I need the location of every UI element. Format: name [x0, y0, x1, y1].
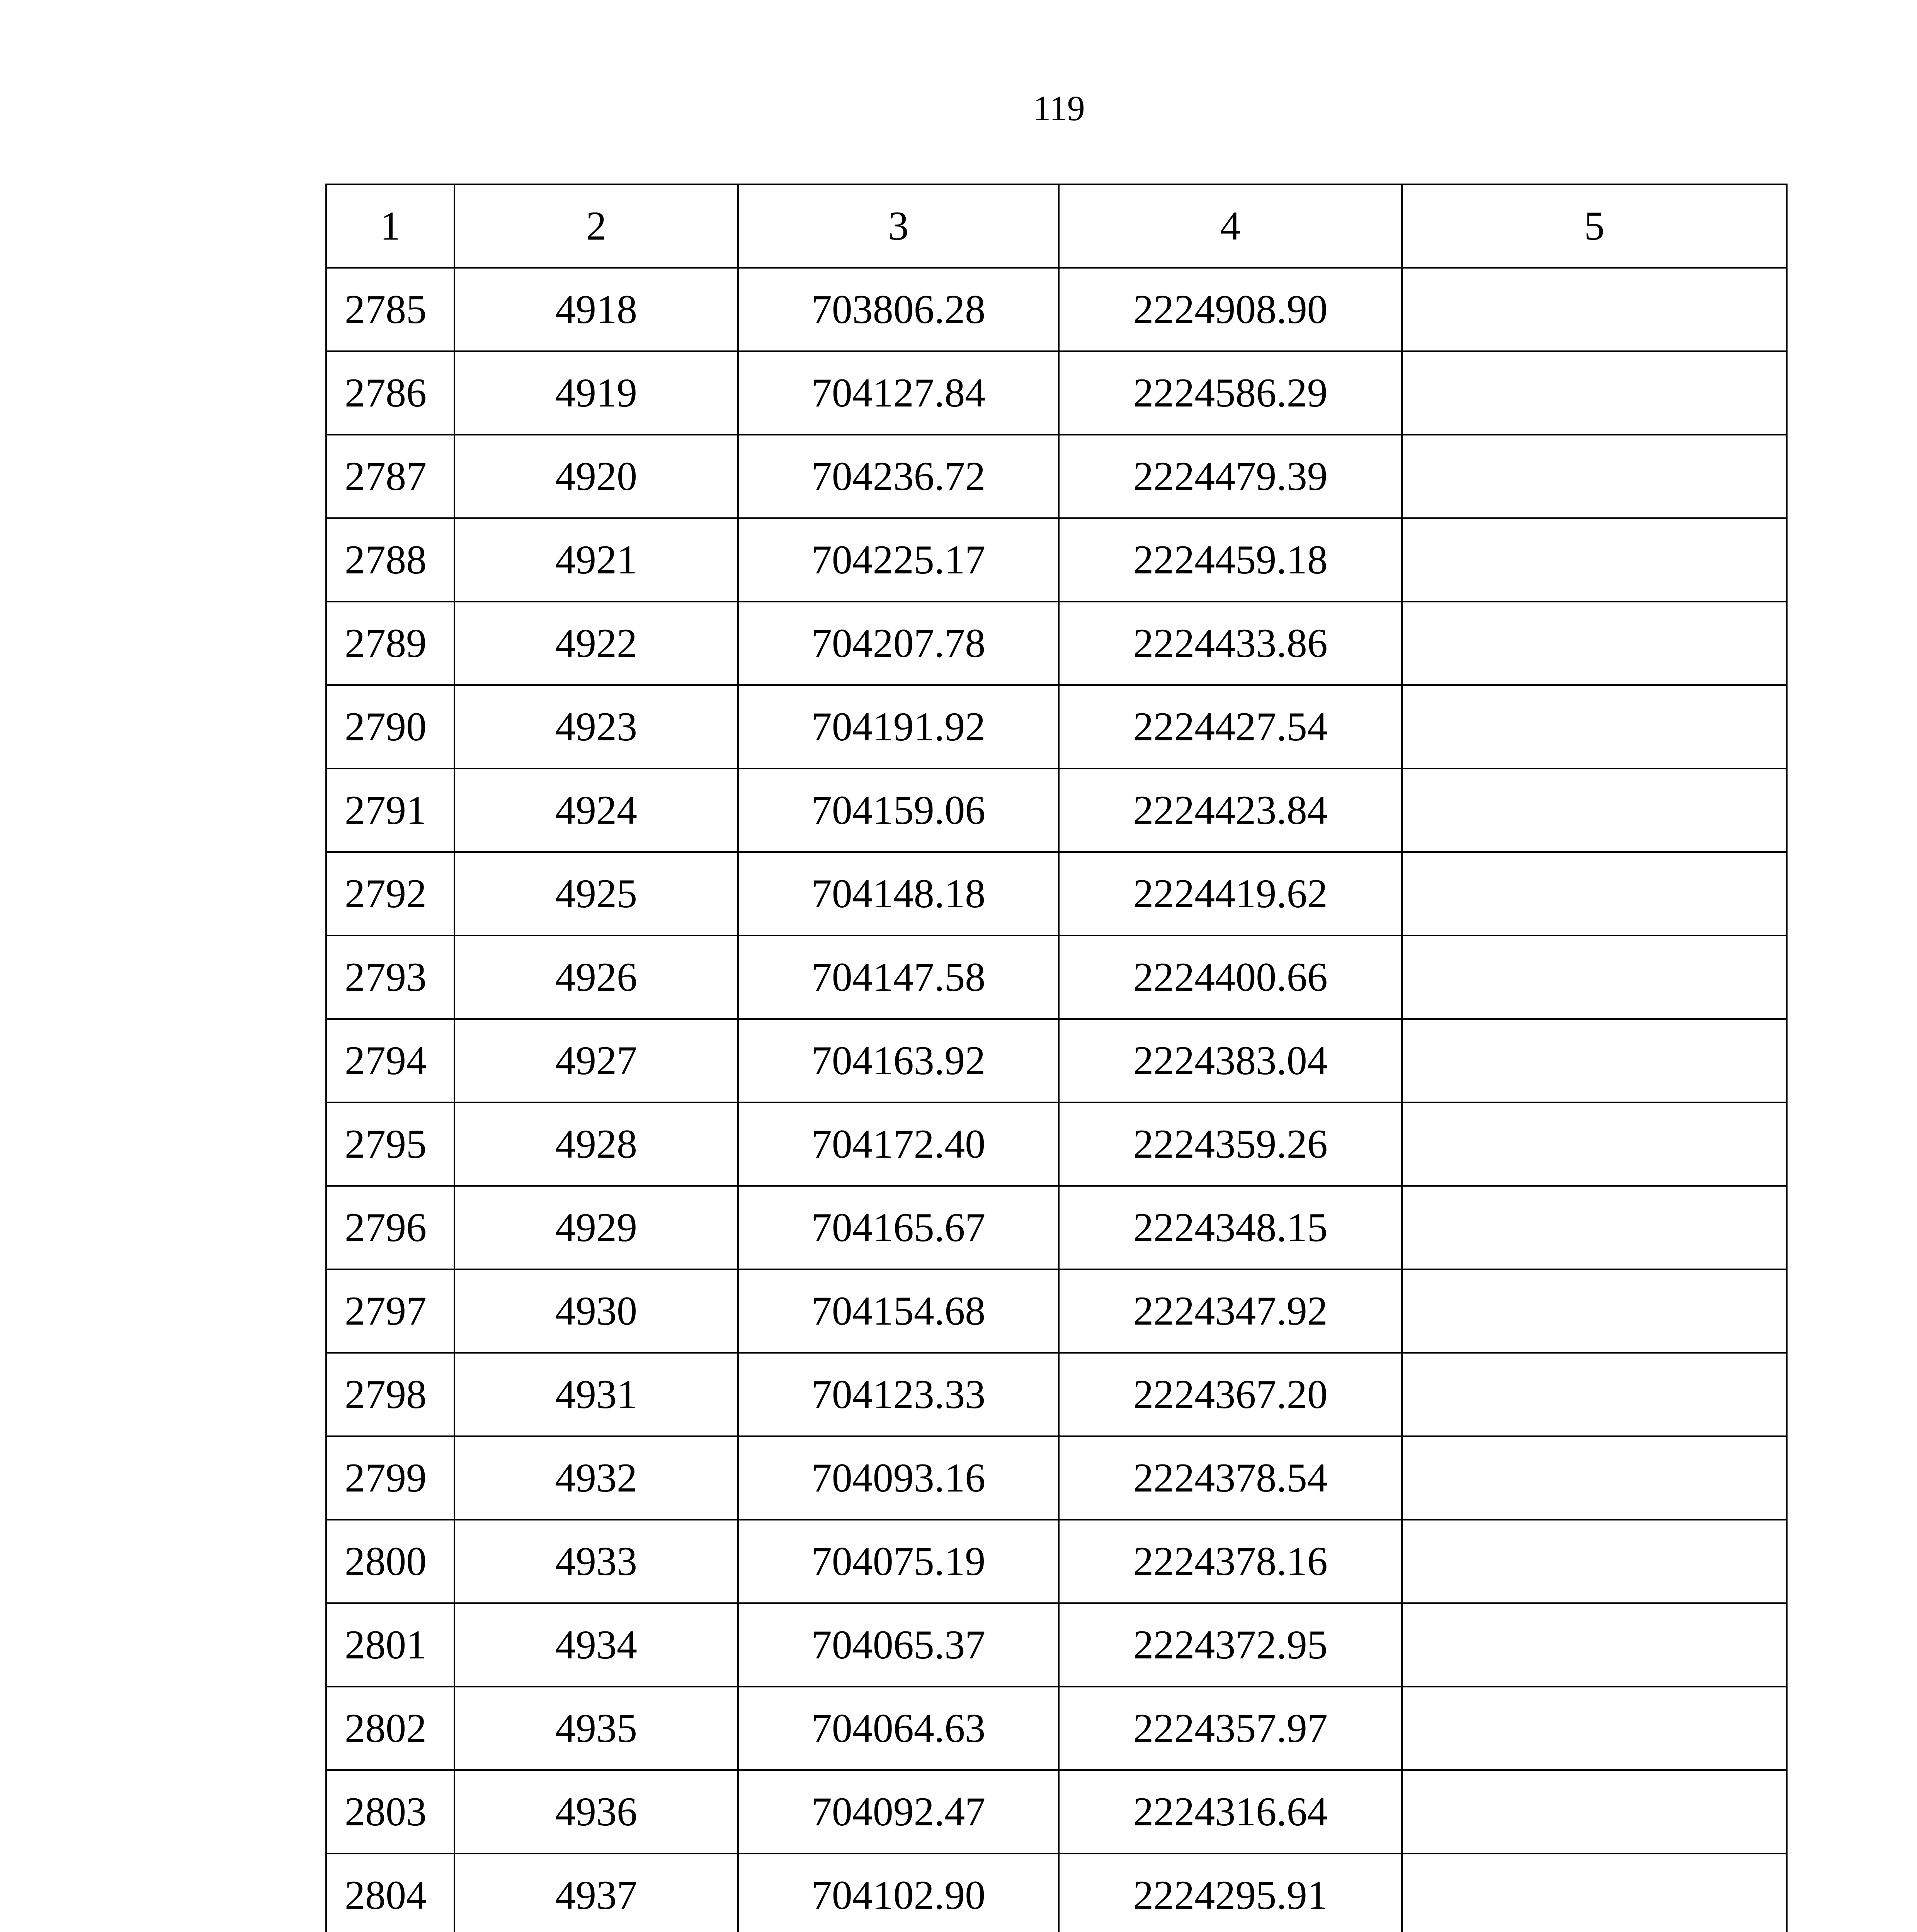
table-cell: 704159.06: [738, 769, 1059, 852]
table-row: [326, 1520, 1787, 1603]
table-cell: 4937: [454, 1854, 738, 1932]
column-header: 4: [1059, 184, 1402, 268]
table-cell: 2804: [326, 1854, 454, 1932]
table-cell: 2791: [326, 769, 454, 852]
table-cell: 4928: [454, 1102, 738, 1186]
table-cell: 4925: [454, 852, 738, 935]
table-row: [326, 769, 1787, 852]
table-cell: [1402, 1269, 1787, 1353]
coordinates-table: [325, 184, 1788, 1932]
table-cell: [1402, 1854, 1787, 1932]
table-cell: 4926: [454, 935, 738, 1019]
table-cell: 2801: [326, 1603, 454, 1687]
header-row: [326, 184, 1787, 268]
table-cell: 704092.47: [738, 1770, 1059, 1854]
table-cell: 704123.33: [738, 1353, 1059, 1436]
table-row: [326, 268, 1787, 351]
column-header: 2: [454, 184, 738, 268]
table-row: [326, 1687, 1787, 1770]
table-cell: 2797: [326, 1269, 454, 1353]
table-cell: 704207.78: [738, 602, 1059, 685]
column-header: 3: [738, 184, 1059, 268]
table-cell: 4918: [454, 268, 738, 351]
table-row: [326, 1770, 1787, 1854]
table-cell: 704148.18: [738, 852, 1059, 935]
table-cell: 704163.92: [738, 1019, 1059, 1102]
table-cell: 4927: [454, 1019, 738, 1102]
table-cell: 2224586.29: [1059, 351, 1402, 435]
table-row: [326, 1186, 1787, 1269]
table-cell: 704102.90: [738, 1854, 1059, 1932]
table-cell: 2787: [326, 435, 454, 518]
table-cell: 2224400.66: [1059, 935, 1402, 1019]
column-header: 1: [326, 184, 454, 268]
table-cell: 704075.19: [738, 1520, 1059, 1603]
table-cell: 704093.16: [738, 1436, 1059, 1520]
table-cell: 703806.28: [738, 268, 1059, 351]
table-row: [326, 1019, 1787, 1102]
table-cell: [1402, 1687, 1787, 1770]
table-cell: 4919: [454, 351, 738, 435]
table-cell: 2785: [326, 268, 454, 351]
table-cell: 4931: [454, 1353, 738, 1436]
table-cell: 704191.92: [738, 685, 1059, 769]
table-cell: 4921: [454, 518, 738, 602]
table-cell: [1402, 351, 1787, 435]
table-body: [326, 184, 1787, 1932]
table-cell: [1402, 1436, 1787, 1520]
table-cell: 2224378.16: [1059, 1520, 1402, 1603]
table-cell: 2799: [326, 1436, 454, 1520]
table-row: [326, 1353, 1787, 1436]
table-cell: 2224908.90: [1059, 268, 1402, 351]
table-cell: 704154.68: [738, 1269, 1059, 1353]
table-cell: 2802: [326, 1687, 454, 1770]
column-header: 5: [1402, 184, 1787, 268]
table-cell: 2789: [326, 602, 454, 685]
table-cell: [1402, 1186, 1787, 1269]
table-cell: [1402, 1353, 1787, 1436]
table-cell: 4923: [454, 685, 738, 769]
table-cell: 4920: [454, 435, 738, 518]
table-cell: 2224348.15: [1059, 1186, 1402, 1269]
table-cell: 2224295.91: [1059, 1854, 1402, 1932]
table-cell: [1402, 518, 1787, 602]
table-cell: 2798: [326, 1353, 454, 1436]
table-cell: 2224347.92: [1059, 1269, 1402, 1353]
table-cell: [1402, 1603, 1787, 1687]
table-cell: 2792: [326, 852, 454, 935]
table-cell: 4936: [454, 1770, 738, 1854]
table-cell: 704165.67: [738, 1186, 1059, 1269]
table-cell: 2224459.18: [1059, 518, 1402, 602]
table-cell: 4935: [454, 1687, 738, 1770]
page-number: 119: [1033, 88, 1085, 128]
table-row: [326, 852, 1787, 935]
table-cell: [1402, 602, 1787, 685]
table-row: [326, 1436, 1787, 1520]
table-cell: [1402, 935, 1787, 1019]
table-cell: 2803: [326, 1770, 454, 1854]
table-cell: 704127.84: [738, 351, 1059, 435]
table-cell: [1402, 435, 1787, 518]
table-cell: 2224359.26: [1059, 1102, 1402, 1186]
table-cell: 2795: [326, 1102, 454, 1186]
table-cell: [1402, 769, 1787, 852]
table-cell: 4932: [454, 1436, 738, 1520]
table-row: [326, 518, 1787, 602]
table-cell: 2790: [326, 685, 454, 769]
table-cell: 2794: [326, 1019, 454, 1102]
table-cell: [1402, 1102, 1787, 1186]
table-cell: 2796: [326, 1186, 454, 1269]
table-cell: 2224372.95: [1059, 1603, 1402, 1687]
table-cell: 704065.37: [738, 1603, 1059, 1687]
table-row: [326, 351, 1787, 435]
table-cell: [1402, 685, 1787, 769]
table-cell: 2786: [326, 351, 454, 435]
table-cell: 2793: [326, 935, 454, 1019]
table-cell: 4930: [454, 1269, 738, 1353]
table-row: [326, 435, 1787, 518]
table-cell: 4924: [454, 769, 738, 852]
table-cell: 4934: [454, 1603, 738, 1687]
table-cell: 2224427.54: [1059, 685, 1402, 769]
table-cell: 2224479.39: [1059, 435, 1402, 518]
table-cell: [1402, 1019, 1787, 1102]
table-cell: 2224378.54: [1059, 1436, 1402, 1520]
table-row: [326, 602, 1787, 685]
table-cell: 704064.63: [738, 1687, 1059, 1770]
table-cell: 2224357.97: [1059, 1687, 1402, 1770]
table-cell: [1402, 1520, 1787, 1603]
table-cell: 2224419.62: [1059, 852, 1402, 935]
table-row: [326, 935, 1787, 1019]
table-cell: 2224316.64: [1059, 1770, 1402, 1854]
table-row: [326, 1854, 1787, 1932]
table-cell: [1402, 852, 1787, 935]
table-cell: [1402, 268, 1787, 351]
table-cell: 704147.58: [738, 935, 1059, 1019]
table-row: [326, 1269, 1787, 1353]
table-cell: 704225.17: [738, 518, 1059, 602]
table-row: [326, 1603, 1787, 1687]
table-cell: 2224433.86: [1059, 602, 1402, 685]
table-cell: 2788: [326, 518, 454, 602]
table-row: [326, 685, 1787, 769]
table-cell: 4922: [454, 602, 738, 685]
table-cell: 4929: [454, 1186, 738, 1269]
table-cell: 704236.72: [738, 435, 1059, 518]
table-cell: 2224383.04: [1059, 1019, 1402, 1102]
table-cell: 704172.40: [738, 1102, 1059, 1186]
table-cell: 4933: [454, 1520, 738, 1603]
table-cell: [1402, 1770, 1787, 1854]
table-cell: 2800: [326, 1520, 454, 1603]
table-cell: 2224367.20: [1059, 1353, 1402, 1436]
table-cell: 2224423.84: [1059, 769, 1402, 852]
table-row: [326, 1102, 1787, 1186]
